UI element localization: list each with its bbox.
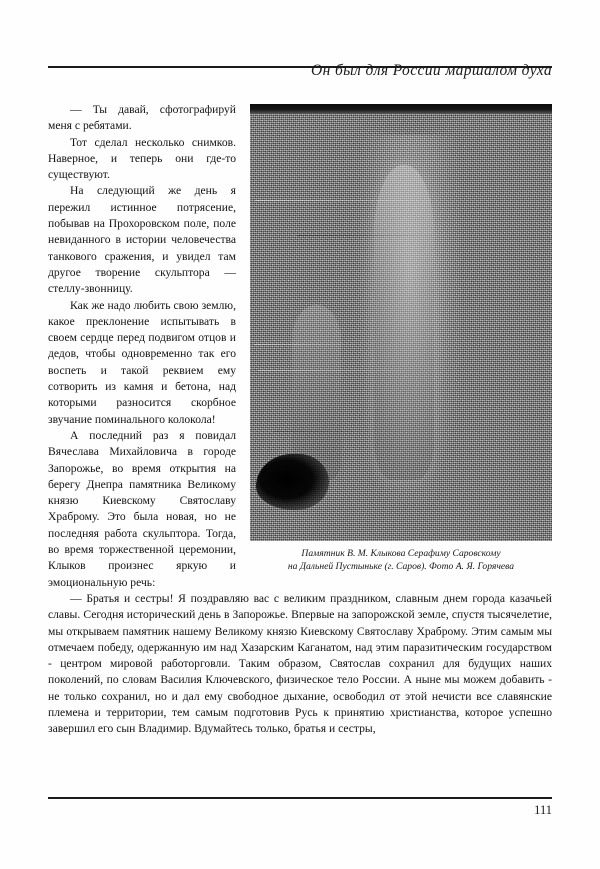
running-head: Он был для России маршалом духа <box>310 62 552 79</box>
monument-photograph <box>250 104 552 541</box>
photo-dark-blob <box>256 454 328 511</box>
figure-caption-line-1: Памятник В. М. Клыкова Серафиму Саровскому <box>301 548 501 559</box>
figure-caption-line-2: на Дальней Пустыньке (г. Саров). Фото А. Я. Горячева <box>287 560 515 572</box>
figure-block <box>250 104 552 573</box>
paragraph: Как же надо любить свою землю, какое преклонение испытывать в своем сердце перед подвигом отцов и дедов, чтобы одновременно так его воспеть и такой реквием ему сотворить из камня и бетона, над которыми разносится скорбное звучание поминального колокола! <box>48 298 236 426</box>
page-body <box>48 102 552 738</box>
figure-caption <box>250 548 552 573</box>
paragraph: — Ты давай, сфотографируй меня с ребятами. <box>48 103 236 133</box>
paragraph: А последний раз я повидал Вячеслава Михайловича в городе Запорожье, во время открытия на берегу Днепра памятника Великому князю Киевскому Святославу Храброму. Это была новая, но не последняя работа скульптора. Тогда, во время торжественной церемонии, Клыков произнес яркую и эмоциональную речь: <box>48 428 236 589</box>
photo-top-band <box>250 104 552 114</box>
footer-rule <box>48 797 552 799</box>
paragraph: Тот сделал несколько снимков. Наверное, и теперь они где-то существуют. <box>48 135 236 182</box>
paragraph: — Братья и сестры! Я поздравляю вас с великим праздником, славным днем города казачьей славы. Сегодня исторический день в Запорожье. Впервые на запорожской земле, спустя тысячелетие, мы открываем памятник нашему Великому князю Киевскому Святославу Храброму. Этим самым мы отмечаем победу, одержанную им над Хазарским Каганатом, над этим паразитическим государством - центром мировой работорговли. Таким образом, Святослав сохранил для будущих наших поколений, по словам Василия Ключевского, физическое тело России. А ныне мы можем добавить - не только сохранил, но и дал ему свободное дыхание, освободил от этой нечисти все славянские племена и территории, тем самым подготовив Русь к принятию христианства, которое успешно завершил его сын Владимир. Вдумайтесь только, братья и сестры, <box>48 591 552 736</box>
paragraph: На следующий же день я пережил истинное потрясение, побывав на Прохоровском поле, поле невиданного в истории человечества танкового сражения, и увидел там другое творение скульптора — стеллу-звонницу. <box>48 184 236 296</box>
page-number: 111 <box>534 803 552 817</box>
